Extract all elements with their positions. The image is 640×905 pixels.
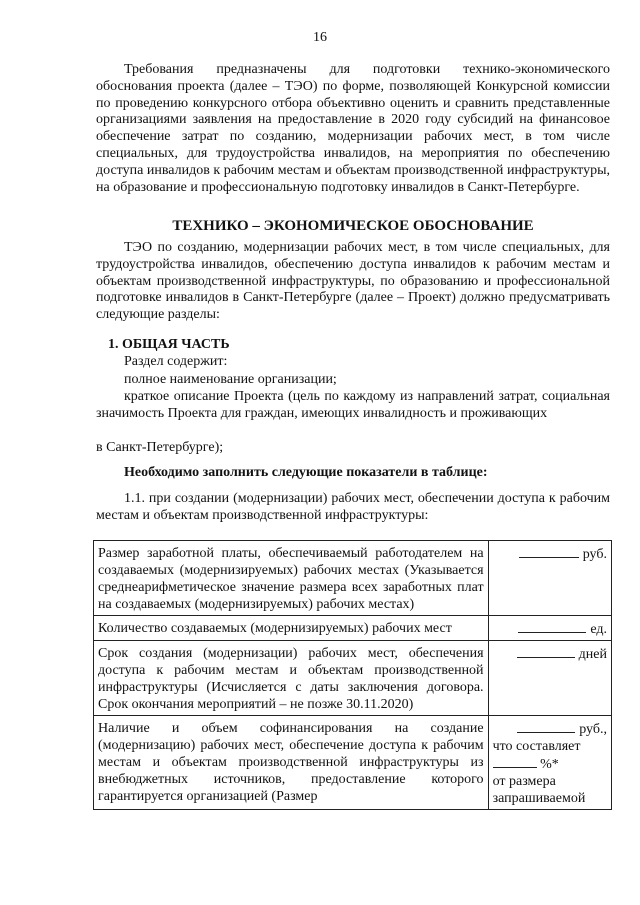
value-text: запрашиваемой [492, 791, 586, 806]
percent-label: %* [540, 757, 559, 772]
row-description: Наличие и объем софинансирования на создание (модернизацию) рабочих мест, обеспечение доступа к рабочим местам и объектам производственной инфраструктуры из внебюджетных источников, предоставление которого гарантируется организацией (Размер [94, 716, 489, 810]
blank-field[interactable] [518, 620, 586, 633]
value-text: от размера [492, 774, 556, 789]
row-value[interactable] [488, 541, 611, 616]
section-1-item-1: полное наименование организации; [124, 372, 337, 387]
unit-label: руб., [579, 722, 607, 737]
table-row [94, 641, 612, 716]
fill-note: Необходимо заполнить следующие показатели в таблице: [124, 465, 488, 480]
table-row [94, 541, 612, 616]
row-value[interactable] [488, 641, 611, 716]
section-1-title: 1. ОБЩАЯ ЧАСТЬ [108, 337, 230, 352]
intro-paragraph: Требования предназначены для подготовки технико-экономического обоснования проекта (далее – ТЭО) по форме, позволяющей Конкурсной комиссии по проведению конкурсного отбора объективно оценить и сравнить представленные организациями заявления на предоставление в 2020 году субсидий на финансовое обеспечение затрат по созданию, модернизации рабочих мест, в том числе специальных, для трудоустройства инвалидов, на мероприятия по обеспечению доступа инвалидов к рабочим местам и объектам производственной инфраструктуры, на образование и профессиональную подготовку инвалидов в Санкт-Петербурге. [96, 62, 610, 195]
document-heading: ТЕХНИКО – ЭКОНОМИЧЕСКОЕ ОБОСНОВАНИЕ [172, 218, 534, 234]
blank-field[interactable] [517, 720, 575, 733]
subsection-1-1: 1.1. при создании (модернизации) рабочих мест, обеспечении доступа к рабочим местам и объектам производственной инфраструктуры: [96, 491, 610, 523]
percent-blank[interactable] [493, 755, 537, 768]
row-value[interactable] [488, 716, 611, 810]
row-value[interactable] [488, 616, 611, 641]
page-number: 16 [313, 30, 327, 45]
row-description: Размер заработной платы, обеспечиваемый работодателем на создаваемых (модернизируемых) рабочих местах (Указывается среднеарифметическое значение размера всех заработных плат на создаваемых (модернизируемых) рабочих местах) [94, 541, 489, 616]
row-description: Срок создания (модернизации) рабочих мест, обеспечения доступа к рабочим местам и объектам производственной инфраструктуры (Исчисляется с даты заключения договора. Срок окончания мероприятий – не позже 30.11.2020) [94, 641, 489, 716]
blank-field[interactable] [519, 545, 579, 558]
section-1-item-2-end: в Санкт-Петербурге); [96, 440, 224, 455]
table-row [94, 716, 612, 810]
blank-field[interactable] [517, 645, 575, 658]
row-description: Количество создаваемых (модернизируемых) рабочих мест [94, 616, 489, 641]
indicators-table [93, 540, 612, 810]
table-row [94, 616, 612, 641]
unit-label: ед. [590, 622, 607, 637]
unit-label: руб. [582, 547, 607, 562]
teo-paragraph: ТЭО по созданию, модернизации рабочих мест, в том числе специальных, для трудоустройства инвалидов, обеспечению доступа инвалидов к рабочим местам и объектам производственной инфраструктуры, по образованию и профессиональной подготовке инвалидов в Санкт-Петербурге (далее – Проект) должно предусматривать следующие разделы: [96, 240, 610, 323]
unit-label: дней [578, 647, 607, 662]
section-1-item-2: краткое описание Проекта (цель по каждому из направлений затрат, социальная значимость Проекта для граждан, имеющих инвалидность и проживающих [96, 389, 610, 421]
value-text: что составляет [492, 739, 581, 754]
section-1-contains: Раздел содержит: [124, 354, 228, 369]
